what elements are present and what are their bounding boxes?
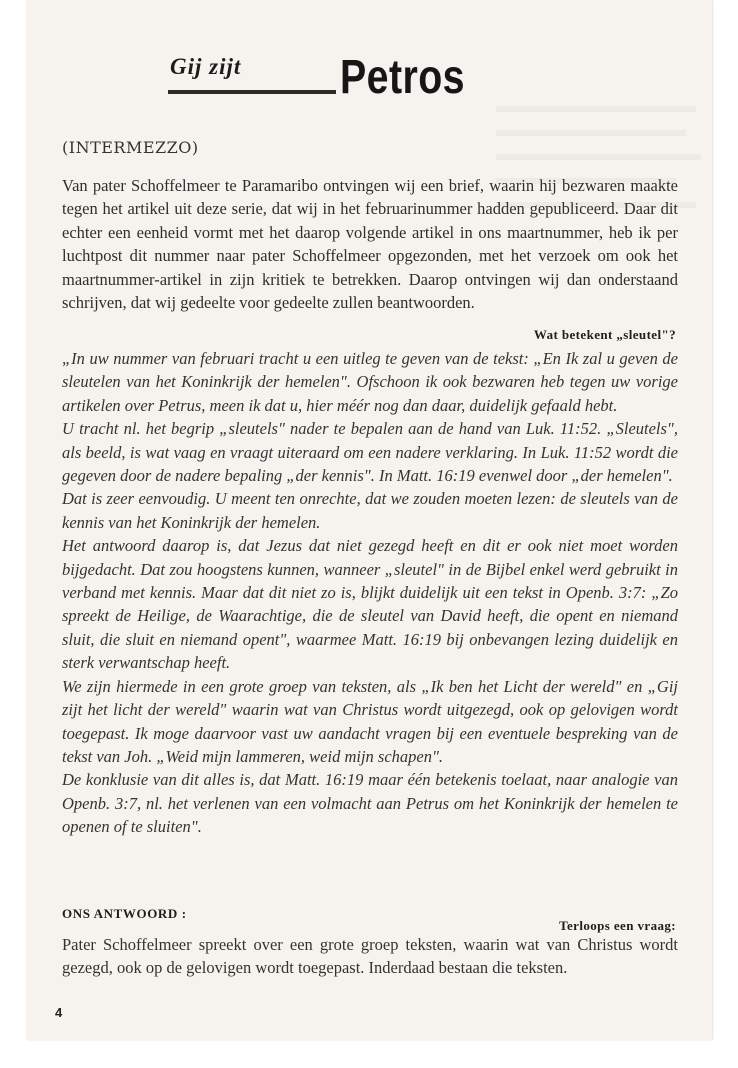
magazine-page (26, 0, 712, 1040)
letter-paragraph: „In uw nummer van februari tracht u een uitleg te geven van de tekst: „En Ik zal u geven de sleutelen van het Koninkrijk der hemelen". Ofschoon ik ook bezwaren heb tegen uw vorige artikelen over Petrus, meen ik dat u, hier méér nog dan daar, duidelijk gefaald hebt. (62, 349, 678, 415)
subheading-sleutel: Wat betekent „sleutel"? (533, 327, 676, 342)
article-title (142, 48, 522, 108)
letter-paragraph: We zijn hiermede in een grote groep van teksten, als „Ik ben het Licht der wereld" en „Gij zijt het licht der wereld" waarin wat van Christus wordt uitgezegd, ook op gelovigen wordt toegepast. Ik moge daarvoor vast uw aandacht vragen bij een eventuele bespreking van de tekst van Joh. „Weid mijn lammeren, weid mijn schapen". (62, 676, 678, 766)
section-label: (INTERMEZZO) (62, 138, 199, 157)
title-main: Petros (340, 51, 465, 104)
quoted-letter (62, 347, 678, 839)
answer-paragraph: Pater Schoffelmeer spreekt over een grote groep teksten, waarin wat van Christus wordt gezegd, ook op de gelovigen wordt toegepast. Inderdaad bestaan die teksten. (62, 935, 678, 978)
letter-paragraph: Dat is zeer eenvoudig. U meent ten onrechte, dat we zouden moeten lezen: de sleutels van de kennis van het Koninkrijk der hemelen. (62, 489, 678, 532)
letter-paragraph: De konklusie van dit alles is, dat Matt. 16:19 maar één betekenis toelaat, naar analogie van Openb. 3:7, nl. het verlenen van een volmacht aan Petrus om het Koninkrijk der hemelen te openen of te sluiten". (62, 770, 678, 837)
title-prefix: Gij zijt (170, 54, 242, 79)
letter-paragraph: Het antwoord daarop is, dat Jezus dat niet gezegd heeft en dit er ook niet moet worden bijgedacht. Dat zou hoogstens kunnen, wanneer „sleutel" in de Bijbel enkel werd gebruikt in verband met kennis. Maar dat dit niet zo is, blijkt duidelijk uit een tekst in Openb. 3:7: „Zo spreekt de Heilige, de Waarachtige, die de sleutel van David heeft, die opent en niemand sluit, die sluit en niemand opent", waarmee Matt. 16:19 bij onbevangen lezing duidelijk en sterk verwantschap heeft. (62, 536, 678, 673)
intro-paragraph: Van pater Schoffelmeer te Paramaribo ontvingen wij een brief, waarin hij bezwaren maakte tegen het artikel uit deze serie, dat wij in het februarinummer hadden gepubliceerd. Daar dit echter een eenheid vormt met het daarop volgende artikel in ons maartnummer, heb ik per luchtpost dit nummer naar pater Schoffelmeer opgezonden, met het verzoek om ook het maartnummer-artikel in zijn kritiek te betrekken. Daarop ontvingen wij dan onderstaand schrijven, dat wij gedeelte voor gedeelte zullen beantwoorden. (62, 176, 678, 313)
title-underline (168, 90, 336, 94)
subheading-vraag: Terloops een vraag: (559, 918, 676, 933)
letter-paragraph: U tracht nl. het begrip „sleutels" nader te bepalen aan de hand van Luk. 11:52. „Sleutels", als beeld, is wat vaag en vraagt uiteraard om een nadere verklaring. In Luk. 11:52 wordt die gegeven door de nadere bepaling „der kennis". In Matt. 16:19 evenwel door „der hemelen". (62, 419, 678, 486)
answer-heading: ONS ANTWOORD : (62, 906, 187, 921)
page-number: 4 (55, 1005, 63, 1020)
